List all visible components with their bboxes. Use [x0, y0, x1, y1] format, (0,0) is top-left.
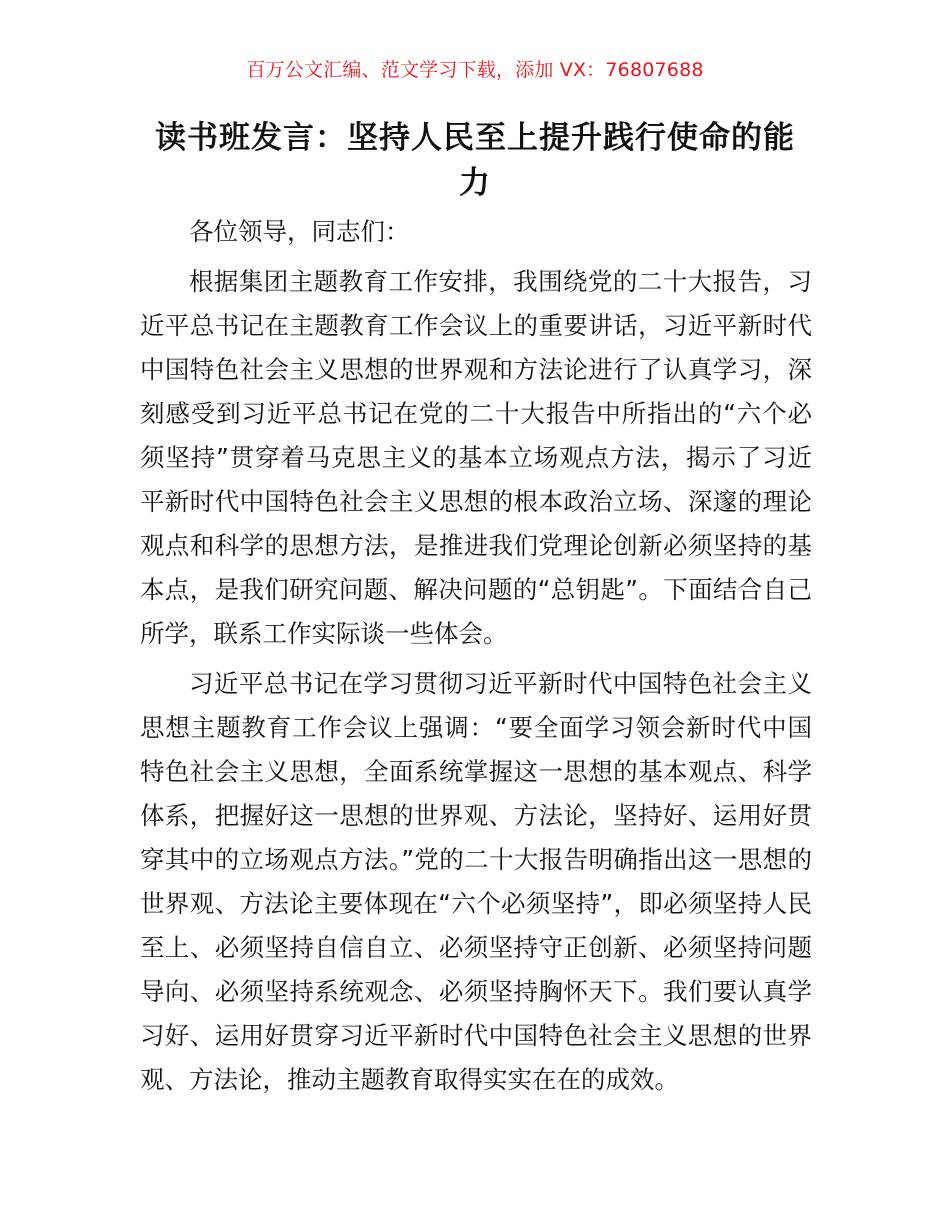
- paragraph-1: 根据集团主题教育工作安排，我围绕党的二十大报告，习近平总书记在主题教育工作会议上的重要讲话，习近平新时代中国特色社会主义思想的世界观和方法论进行了认真学习，深刻感受到习近平总书记在党的二十大报告中所指出的“六个必须坚持”贯穿着马克思主义的基本立场观点方法，揭示了习近平新时代中国特色社会主义思想的根本政治立场、深邃的理论观点和科学的思想方法，是推进我们党理论创新必须坚持的基本点，是我们研究问题、解决问题的“总钥匙”。下面结合自己所学，联系工作实际谈一些体会。: [140, 267, 812, 648]
- document-body: [140, 210, 812, 1102]
- document-title: 读书班发言：坚持人民至上提升践行使命的能力: [155, 120, 795, 201]
- salutation: 各位领导，同志们：: [189, 217, 410, 246]
- header-note: 百万公文汇编、范文学习下载，添加 VX：76807688: [246, 59, 704, 81]
- paragraph-2: 习近平总书记在学习贯彻习近平新时代中国特色社会主义思想主题教育工作会议上强调：“要全面学习领会新时代中国特色社会主义思想，全面系统掌握这一思想的基本观点、科学体系，把握好这一思想的世界观、方法论，坚持好、运用好贯穿其中的立场观点方法。”党的二十大报告明确指出这一思想的世界观、方法论主要体现在“六个必须坚持”，即必须坚持人民至上、必须坚持自信自立、必须坚持守正创新、必须坚持问题导向、必须坚持系统观念、必须坚持胸怀天下。我们要认真学习好、运用好贯穿习近平新时代中国特色社会主义思想的世界观、方法论，推动主题教育取得实实在在的成效。: [140, 669, 812, 1094]
